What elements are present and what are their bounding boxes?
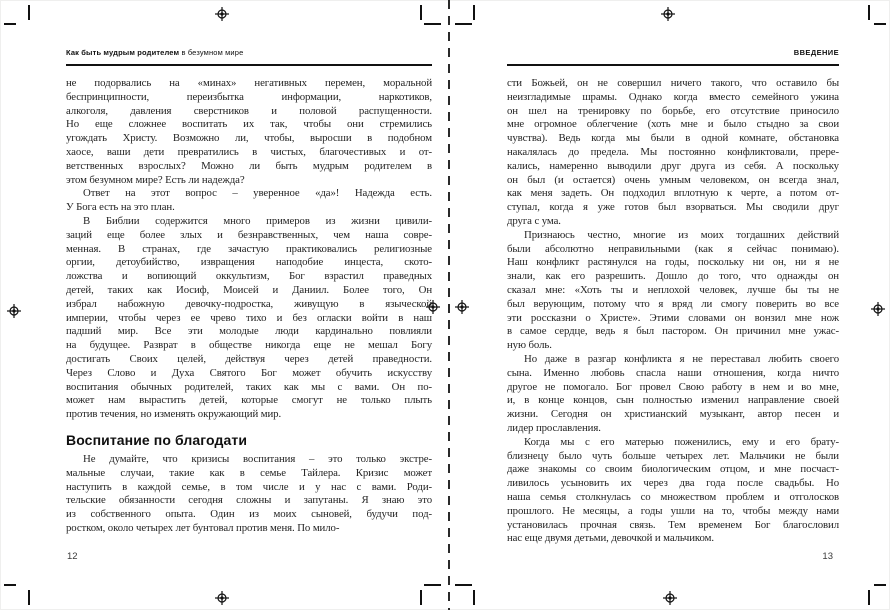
text-line: другое не помогало. Бог провел Свою работу в нем и во мне, (507, 380, 839, 393)
text-line: может нам вырастить детей, которые смогут не только плыть (66, 394, 432, 407)
crop-mark (4, 23, 16, 25)
text-line: чувства). Ведь когда мы были в одной комнате, обстановка (507, 132, 839, 145)
text-line: оргии, детоубийство, извращения наподобие инцеста, ското- (66, 256, 432, 269)
crop-mark (4, 584, 16, 586)
text-line: избрал набожную девочку-подростка, живущую в языческой (66, 297, 432, 310)
text-line: наша семья столкнулась со множеством проблем и отголосков (507, 490, 839, 503)
registration-mark-icon (455, 300, 469, 314)
right-page-text-column (507, 77, 839, 546)
crop-mark (473, 5, 475, 20)
text-line: знали, как его разрешить. Дошло до того, что однажды он (507, 270, 839, 283)
text-line: менная. В странах, где зачастую практиковались религиозные (66, 242, 432, 255)
text-line: империи, чтобы через ее чрево тихо и без огласки войти в наш (66, 311, 432, 324)
running-head-subtitle: в безумном мире (179, 48, 244, 57)
paragraph (66, 453, 432, 536)
paragraph (507, 353, 839, 436)
left-page-text-column (66, 77, 432, 536)
text-line: эти россказни о Христе». Этими словами он вонзил мне нож (507, 311, 839, 324)
registration-mark-icon (215, 7, 229, 21)
paragraph (66, 187, 432, 215)
registration-mark-icon (663, 591, 677, 605)
header-rule (507, 64, 839, 66)
text-line: Через Слово и Духа Святого Бог может обучить искусству (66, 366, 432, 379)
text-line: ступал, когда я уже готов был взорваться. Мы сводили друг (507, 201, 839, 214)
text-line: ростком, около четырех лет бунтовал против меня. По мило- (66, 521, 340, 534)
text-line: хаосе, ваши дети превратились в чистых, благочестивых и от- (66, 145, 432, 158)
text-line: тельские обязанности сегодня сложны и запутаны. Я знаю это (66, 494, 432, 507)
text-line: он был (и остается) очень умным человеком, он всегда знал, (507, 173, 839, 186)
text-line: кались, намеренно выводили друг друга из себя. А поскольку (507, 159, 839, 172)
paragraph (507, 77, 839, 229)
text-line: ложства и вопиющий оккультизм, Бог взрастил праведных (66, 270, 432, 283)
registration-mark-icon (7, 304, 21, 318)
text-line: ветственных взрослых? Можно ли быть мудрым родителем в (66, 159, 432, 172)
crop-mark (424, 23, 441, 25)
text-line: неизгладимые шрамы. Однако когда вместо семейного ужина (507, 90, 839, 103)
text-line: против течения, но изменять окружающий мир. (66, 408, 282, 421)
crop-mark (455, 584, 472, 586)
text-line: ливилось усыновить их через два года после свадьбы. Но (507, 477, 839, 490)
text-line: прошлого. Не месяцы, а годы ушли на то, чтобы между нами (507, 504, 839, 517)
page-number-right: 13 (822, 551, 833, 562)
crop-mark (874, 23, 886, 25)
running-head-left (66, 48, 432, 57)
text-line: Признаюсь честно, многие из моих тогдашних действий (524, 228, 839, 241)
crop-mark (28, 590, 30, 605)
text-line: был верующим, потому что я вряд ли смогу поверить во все (507, 297, 839, 310)
running-head-right: ВВЕДЕНИЕ (793, 48, 839, 57)
crop-mark (874, 584, 886, 586)
text-line: В Библии содержится много примеров из жизни цивили- (83, 214, 432, 227)
paragraph (66, 215, 432, 422)
crop-mark (473, 590, 475, 605)
text-line: даже знакомы со своим биологическим отцом, и мне посчаст- (507, 463, 839, 476)
registration-mark-icon (661, 7, 675, 21)
text-line: близнецу было чуть больше четырех лет. Мальчики не были (507, 449, 839, 462)
text-line: из собственного опыта. Один из моих сыновей, будучи под- (66, 508, 432, 521)
text-line: угождать Христу. Возможно ли, чтобы, выросши в подобном (66, 132, 432, 145)
text-line: беспринципности, переизбытка информации, наркотиков, (66, 90, 432, 103)
fold-line (448, 0, 450, 610)
text-line: мальные случаи, такие как в семье Тайлера. Кризис может (66, 466, 432, 479)
text-line: ную боль. (507, 339, 552, 352)
text-line: накалялась до предела. Мы постоянно конфликтовали, прере- (507, 145, 839, 158)
text-line: и, в конце концов, сын полностью изменил направление своей (507, 394, 839, 407)
text-line: нас еще двумя детьми, девочкой и мальчиком. (507, 532, 714, 545)
text-line: были абсолютно неправильными (как я сейчас понимаю). (507, 242, 839, 255)
text-line: жизни. Сегодня он христианский музыкант, автор песен и (507, 408, 839, 421)
text-line: алкоголя, давления сверстников и половой распущенности. (66, 104, 432, 117)
text-line: Но еще сложнее воспитать их так, чтобы они стремились (66, 118, 432, 131)
running-head-title: Как быть мудрым родителем (66, 48, 180, 57)
text-line: сына. Именно любовь спасла наши отношения, когда ничто (507, 366, 839, 379)
text-line: Не думайте, что кризисы воспитания – это только экстре- (83, 452, 432, 465)
page-number-left: 12 (67, 551, 78, 562)
paragraph (507, 229, 839, 353)
crop-mark (455, 23, 472, 25)
registration-mark-icon (215, 591, 229, 605)
text-line: Наш конфликт растянулся на годы, поскольку ни он, ни я не (507, 256, 839, 269)
text-line: заций еще более злых и безнравственных, чем наша совре- (66, 228, 432, 241)
text-line: друга с ума. (507, 214, 561, 227)
text-line: этом безумном мире? Есть ли надежда? (66, 173, 245, 186)
paragraph (507, 436, 839, 546)
header-rule (66, 64, 432, 66)
section-heading: Воспитание по благодати (66, 431, 248, 448)
text-line: Но даже в разгар конфликта я не переставал любить своего (524, 352, 839, 365)
text-line: в самое сердце, ведь я был пастором. Он причинил мне ужас- (507, 325, 839, 338)
text-line: как меня задеть. Он подходил вплотную к черте, а потом от- (507, 187, 839, 200)
text-line: лидер прославления. (507, 421, 601, 434)
crop-mark (868, 5, 870, 20)
text-line: Когда мы с его матерью поженились, ему и его брату- (524, 435, 839, 448)
text-line: сти Божьей, он не совершил ничего такого, что оставило бы (507, 77, 839, 89)
text-line: установилась прочная связь. Тем временем Бог благословил (507, 518, 839, 531)
text-line: на будущее. Разврат в обществе никогда еще не мешал Богу (66, 339, 432, 352)
text-line: он шел на тренировку по борьбе, его отсутствие приносило (507, 104, 839, 117)
crop-mark (420, 590, 422, 605)
text-line: наступить в каждой семье, в том числе и у нас с вами. Роди- (66, 480, 432, 493)
crop-mark (424, 584, 441, 586)
text-line: падший мир. Все эти молодые люди кардинально повлияли (66, 325, 432, 338)
paragraph (66, 77, 432, 187)
text-line: достигать Своих целей, действуя через детей праведности. (66, 352, 432, 365)
text-line: Ответ на этот вопрос – уверенное «да»! Надежда есть. (83, 187, 432, 200)
text-line: У Бога есть на это план. (66, 201, 175, 214)
text-line: детей, таких как Иосиф, Моисей и Даниил. Более того, Он (66, 283, 432, 296)
text-line: мне огромное облегчение (хоть мне и было стыдно за свои (507, 118, 839, 131)
crop-mark (868, 590, 870, 605)
text-line: не подорвались на «минах» негативных перемен, моральной (66, 77, 432, 89)
text-line: воспитания обычных родителей, таких как мы с вами. Он по- (66, 380, 432, 393)
text-line: сказал мне: «Хоть ты и неплохой человек, лучше бы ты не (507, 283, 839, 296)
crop-mark (420, 5, 422, 20)
registration-mark-icon (871, 302, 885, 316)
crop-mark (28, 5, 30, 20)
